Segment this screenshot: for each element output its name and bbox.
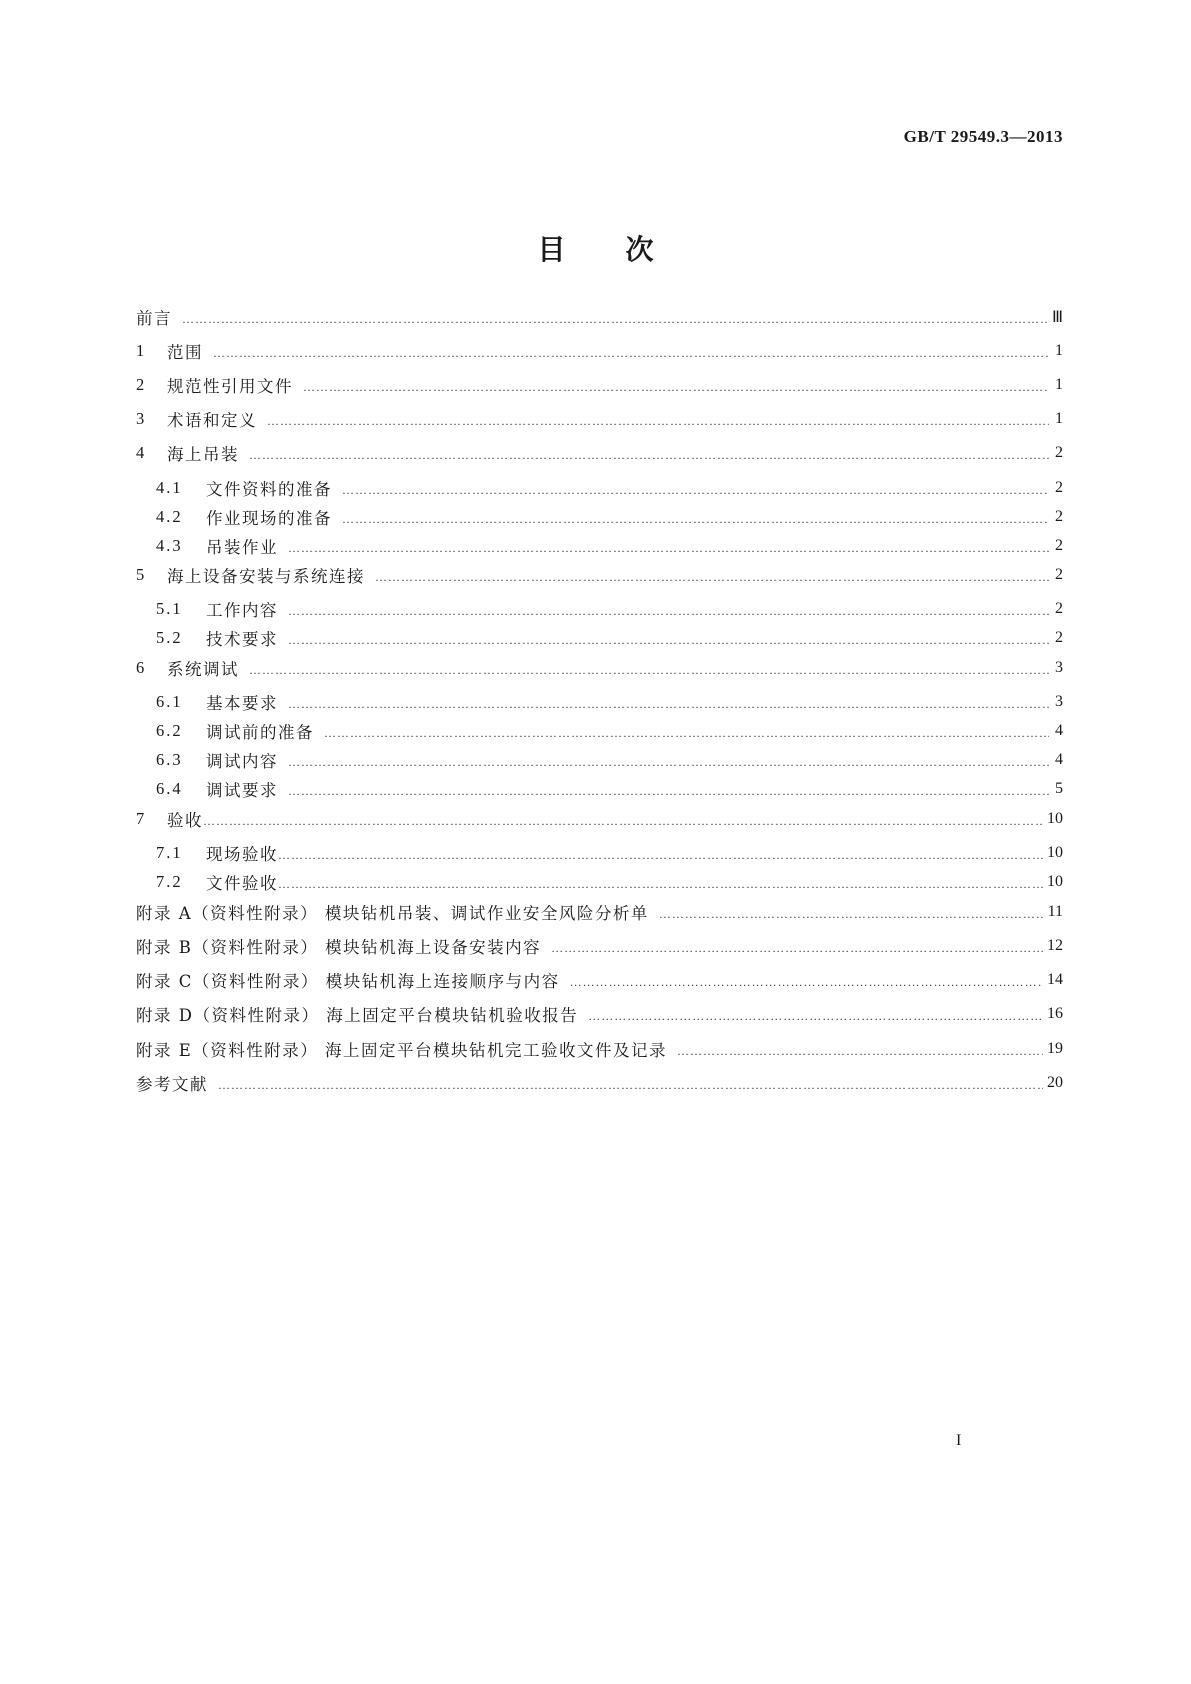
toc-entry-page: Ⅲ (1051, 309, 1063, 326)
toc-entry-label: 规范性引用文件 (167, 377, 293, 396)
dot-leader (278, 873, 1043, 892)
dot-leader (375, 566, 1049, 585)
toc-entry-label: 作业现场的准备 (206, 509, 332, 528)
toc-entry-page: 10 (1047, 810, 1063, 827)
toc-entry-label: 技术要求 (206, 630, 278, 649)
dot-leader (182, 308, 1048, 327)
toc-entry-number: 7.1 (156, 843, 183, 862)
toc-entry-6-4[interactable] (136, 776, 1063, 802)
dot-leader (551, 937, 1043, 956)
toc-entry-bibliography[interactable] (136, 1070, 1063, 1096)
toc-entry-7-2[interactable] (136, 869, 1063, 895)
toc-entry-page: 19 (1047, 1040, 1063, 1057)
toc-entry-number: 6.3 (156, 750, 183, 769)
toc-entry-page: 10 (1047, 873, 1063, 890)
standard-code: GB/T 29549.3—2013 (903, 127, 1063, 146)
toc-entry-label: 附录 E（资料性附录） 海上固定平台模块钻机完工验收文件及记录 (136, 1041, 668, 1060)
toc-entry-label: 前言 (136, 309, 172, 328)
toc-entry-label: 系统调试 (167, 660, 239, 679)
toc-entry-label: 工作内容 (206, 601, 278, 620)
toc-entry-page: 2 (1055, 508, 1063, 525)
toc-entry-label: 调试要求 (206, 781, 278, 800)
toc-entry-number: 3 (136, 409, 147, 428)
toc-entry-page: 4 (1055, 722, 1063, 739)
dot-leader (342, 508, 1049, 527)
toc-entry-label: 范围 (167, 343, 203, 362)
toc-entry-number: 6.2 (156, 721, 183, 740)
dot-leader (324, 722, 1049, 741)
toc-entry-label: 吊装作业 (206, 538, 278, 557)
toc-entry-6-2[interactable] (136, 718, 1063, 744)
toc-entry-number: 6 (136, 658, 147, 677)
toc-entry-label: 附录 C（资料性附录） 模块钻机海上连接顺序与内容 (136, 972, 560, 991)
toc-entry-appendix-b[interactable] (136, 933, 1063, 959)
toc-entry-6-3[interactable] (136, 747, 1063, 773)
toc-entry-page: 3 (1055, 659, 1063, 676)
toc-entry-label: 文件验收 (206, 874, 278, 893)
toc-entry-label: 附录 D（资料性附录） 海上固定平台模块钻机验收报告 (136, 1006, 579, 1025)
toc-entry-page: 2 (1055, 537, 1063, 554)
toc-entry-label: 术语和定义 (167, 411, 257, 430)
toc-entry-page: 20 (1047, 1074, 1063, 1091)
toc-entry-number: 5 (136, 565, 147, 584)
dot-leader (288, 600, 1049, 619)
toc-entry-number: 6.1 (156, 692, 183, 711)
toc-entry-label: 参考文献 (136, 1075, 208, 1094)
toc-entry-5-1[interactable] (136, 596, 1063, 622)
toc-entry-page: 10 (1047, 844, 1063, 861)
toc-entry-number: 4.1 (156, 478, 183, 497)
toc-entry-page: 12 (1047, 937, 1063, 954)
toc-entry-appendix-d[interactable] (136, 1001, 1063, 1027)
toc-entry-page: 2 (1055, 479, 1063, 496)
toc-entry-3[interactable] (136, 406, 1063, 432)
toc-entry-page: 2 (1055, 629, 1063, 646)
dot-leader (288, 693, 1049, 712)
toc-entry-label: 文件资料的准备 (206, 480, 332, 499)
dot-leader (570, 971, 1043, 990)
dot-leader (303, 376, 1049, 395)
page-number: I (956, 1432, 962, 1449)
dot-leader (213, 342, 1049, 361)
dot-leader (249, 659, 1049, 678)
toc-entry-label: 附录 A（资料性附录） 模块钻机吊装、调试作业安全风险分析单 (136, 904, 649, 923)
toc-entry-label: 附录 B（资料性附录） 模块钻机海上设备安装内容 (136, 938, 542, 957)
toc-entry-label: 调试前的准备 (206, 723, 314, 742)
toc-entry-page: 3 (1055, 693, 1063, 710)
toc-entry-label: 调试内容 (206, 752, 278, 771)
toc-entry-page: 4 (1055, 751, 1063, 768)
toc-entry-number: 1 (136, 341, 147, 360)
dot-leader (677, 1040, 1043, 1059)
toc-entry-4-1[interactable] (136, 475, 1063, 501)
dot-leader (267, 410, 1049, 429)
toc-entry-number: 4.3 (156, 536, 183, 555)
toc-entry-number: 2 (136, 375, 147, 394)
toc-entry-label: 基本要求 (206, 694, 278, 713)
dot-leader (249, 444, 1049, 463)
toc-entry-page: 2 (1055, 444, 1063, 461)
dot-leader (342, 479, 1049, 498)
toc-entry-1[interactable] (136, 338, 1063, 364)
toc-entry-page: 16 (1047, 1005, 1063, 1022)
toc-entry-5-2[interactable] (136, 625, 1063, 651)
toc-entry-page: 2 (1055, 566, 1063, 583)
toc-title: 目次 (537, 233, 714, 266)
toc-entry-appendix-c[interactable] (136, 967, 1063, 993)
toc-entry-number: 7.2 (156, 872, 183, 891)
toc-entry-label: 验收 (167, 811, 203, 830)
dot-leader (588, 1005, 1043, 1024)
toc-entry-4-2[interactable] (136, 504, 1063, 530)
dot-leader (278, 844, 1043, 863)
toc-entry-5[interactable] (136, 562, 1063, 588)
toc-entry-page: 14 (1047, 971, 1063, 988)
toc-entry-7-1[interactable] (136, 840, 1063, 866)
toc-entry-6-1[interactable] (136, 689, 1063, 715)
toc-entry-number: 5.2 (156, 628, 183, 647)
dot-leader (218, 1074, 1043, 1093)
toc-entry-number: 6.4 (156, 779, 183, 798)
dot-leader (659, 903, 1044, 922)
dot-leader (288, 629, 1049, 648)
toc-entry-6[interactable] (136, 655, 1063, 681)
toc-entry-page: 5 (1055, 780, 1063, 797)
toc-entry-preface[interactable] (136, 304, 1063, 330)
toc-entry-number: 4.2 (156, 507, 183, 526)
dot-leader (288, 537, 1049, 556)
toc-entry-label: 海上吊装 (167, 445, 239, 464)
toc-entry-page: 2 (1055, 600, 1063, 617)
toc-entry-label: 海上设备安装与系统连接 (167, 567, 365, 586)
toc-entry-appendix-a[interactable] (136, 899, 1063, 925)
toc-entry-page: 1 (1055, 376, 1063, 393)
dot-leader (203, 810, 1043, 829)
dot-leader (288, 751, 1049, 770)
toc-entry-number: 4 (136, 443, 147, 462)
toc-entry-page: 11 (1047, 903, 1063, 920)
toc-entry-4-3[interactable] (136, 533, 1063, 559)
toc-entry-number: 7 (136, 809, 147, 828)
toc-entry-4[interactable] (136, 440, 1063, 466)
toc-entry-page: 1 (1055, 410, 1063, 427)
toc-entry-label: 现场验收 (206, 845, 278, 864)
toc-entry-page: 1 (1055, 342, 1063, 359)
dot-leader (288, 780, 1049, 799)
toc-entry-number: 5.1 (156, 599, 183, 618)
toc-entry-appendix-e[interactable] (136, 1036, 1063, 1062)
toc-entry-7[interactable] (136, 806, 1063, 832)
toc-entry-2[interactable] (136, 372, 1063, 398)
